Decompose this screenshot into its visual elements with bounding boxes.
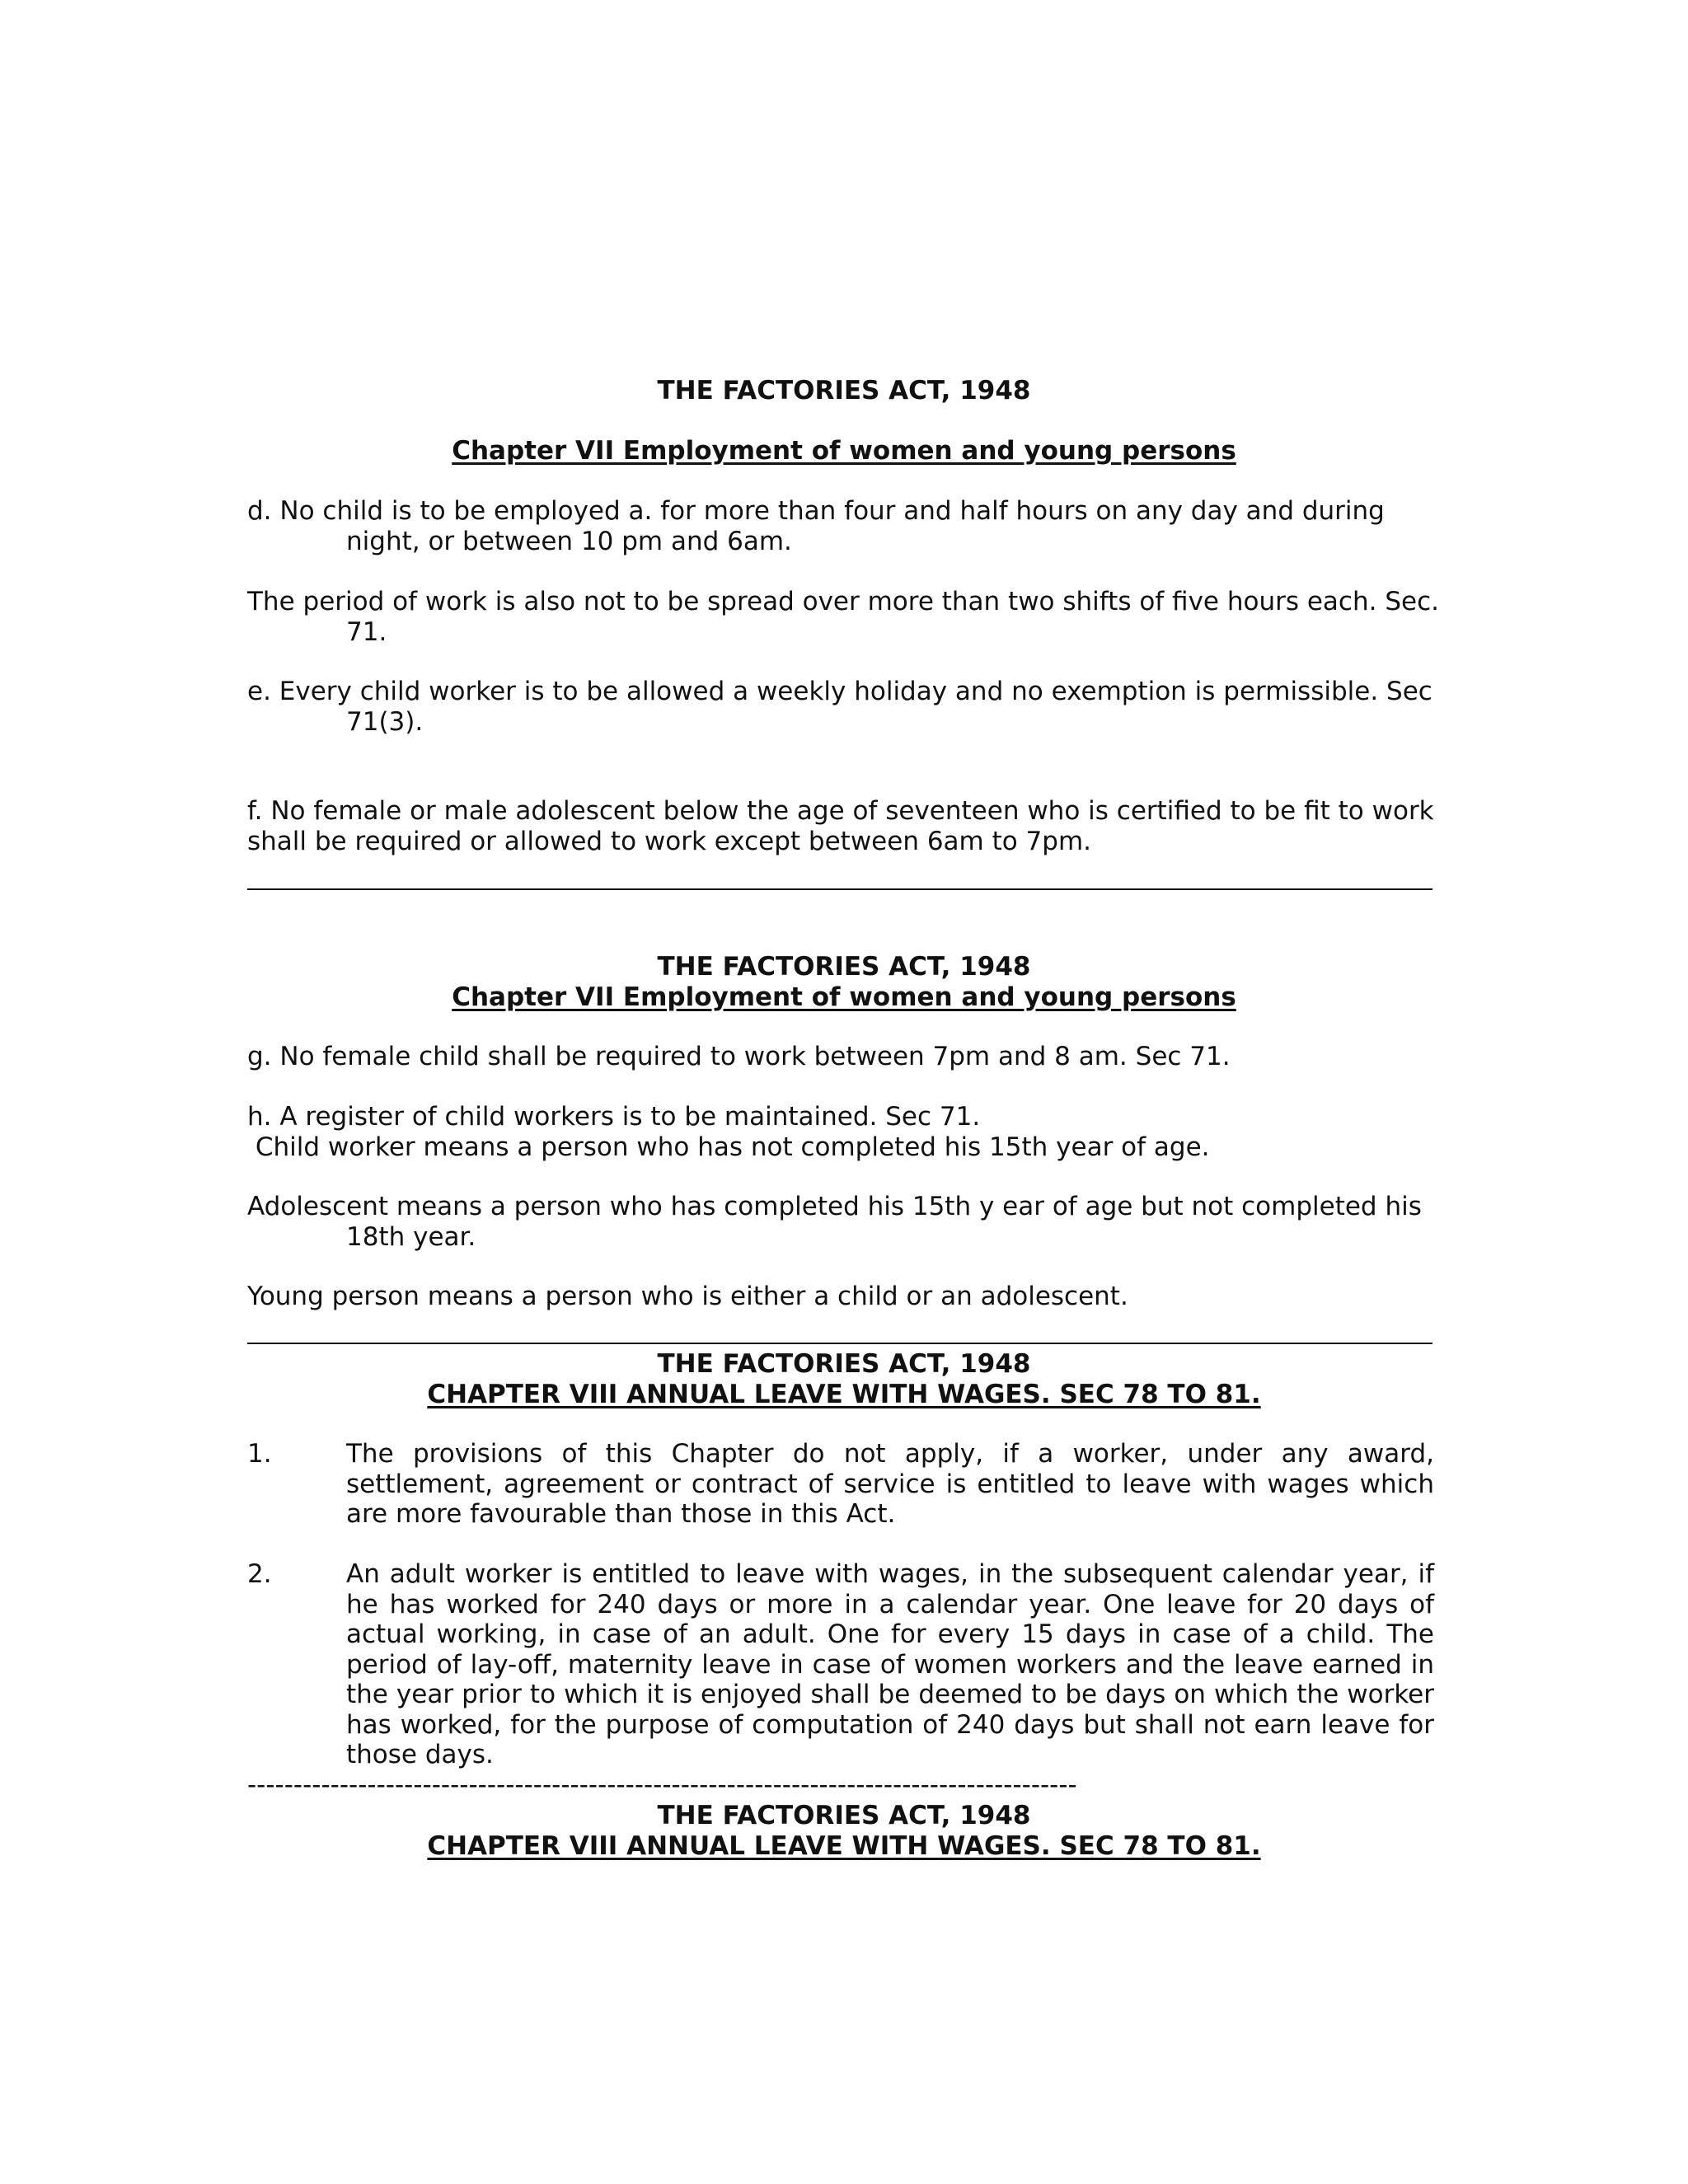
- item-d-line-2: night, or between 10 pm and 6am.: [346, 527, 792, 556]
- section-4-title: THE FACTORIES ACT, 1948: [657, 1801, 1031, 1830]
- numbered-item-1: [247, 1439, 1434, 1530]
- item-adolescent: [247, 1192, 1434, 1253]
- item-d-line-1: d. No child is to be employed a. for more than four and half hours on any day and during: [247, 496, 1385, 526]
- item-period: [247, 587, 1439, 648]
- item-e-line-1: e. Every child worker is to be allowed a weekly holiday and no exemption is permissible. Sec: [247, 677, 1432, 706]
- section-3-chapter-heading: CHAPTER VIII ANNUAL LEAVE WITH WAGES. SEC 78 TO 81.: [427, 1380, 1261, 1409]
- section-2-chapter-heading: Chapter VII Employment of women and young persons: [452, 982, 1236, 1012]
- section-1-title: THE FACTORIES ACT, 1948: [657, 376, 1031, 405]
- numbered-item-2-text: An adult worker is entitled to leave with wages, in the subsequent calendar year, if he has worked for 240 days or more in a calendar year. One leave for 20 days of actual working, in case of an adult. One for every 15 days in case of a child. The period of lay-off, maternity leave in case of women workers and the leave earned in the year prior to which it is enjoyed shall be deemed to be days on which the worker has worked, for the purpose of computation of 240 days but shall not earn leave for those days.: [346, 1559, 1434, 1769]
- section-divider-1: [247, 888, 1432, 890]
- item-f-line-1: f. No female or male adolescent below the age of seventeen who is certified to be fit to work: [247, 796, 1434, 826]
- item-period-line-2: 71.: [346, 617, 387, 647]
- item-young-person-line-1: Young person means a person who is either a child or an adolescent.: [247, 1282, 1128, 1311]
- item-e-line-2: 71(3).: [346, 707, 424, 737]
- section-1-chapter-heading: Chapter VII Employment of women and young persons: [452, 436, 1236, 466]
- dashed-separator: ------------------------------------------------------------------------------------------: [247, 1770, 1077, 1800]
- item-h-line-2: Child worker means a person who has not completed his 15th year of age.: [247, 1132, 1210, 1162]
- item-g: [247, 1042, 1434, 1072]
- section-divider-2: [247, 1343, 1432, 1344]
- item-adolescent-line-2: 18th year.: [346, 1222, 476, 1252]
- item-period-line-1: The period of work is also not to be spread over more than two shifts of five hours each. Sec.: [247, 587, 1439, 616]
- item-adolescent-line-1: Adolescent means a person who has completed his 15th y ear of age but not completed his: [247, 1192, 1422, 1221]
- numbered-item-1-number: 1.: [247, 1439, 272, 1469]
- item-young-person: [247, 1282, 1434, 1312]
- section-4-chapter-heading: CHAPTER VIII ANNUAL LEAVE WITH WAGES. SEC 78 TO 81.: [427, 1831, 1261, 1861]
- item-g-line-1: g. No female child shall be required to work between 7pm and 8 am. Sec 71.: [247, 1042, 1231, 1071]
- item-e: [247, 677, 1434, 738]
- item-h-line-1: h. A register of child workers is to be maintained. Sec 71.: [247, 1102, 981, 1132]
- section-3-title: THE FACTORIES ACT, 1948: [657, 1349, 1031, 1379]
- item-d: [247, 496, 1434, 557]
- numbered-item-1-text: The provisions of this Chapter do not apply, if a worker, under any award, settlement, agreement or contract of service is entitled to leave with wages which are more favourable than those in this Act.: [346, 1439, 1434, 1529]
- item-f: [247, 796, 1434, 857]
- numbered-item-2-number: 2.: [247, 1559, 272, 1589]
- numbered-item-2: [247, 1559, 1434, 1770]
- item-f-line-2: shall be required or allowed to work except between 6am to 7pm.: [247, 827, 1092, 856]
- section-2-title: THE FACTORIES ACT, 1948: [657, 952, 1031, 982]
- item-h: [247, 1102, 1434, 1163]
